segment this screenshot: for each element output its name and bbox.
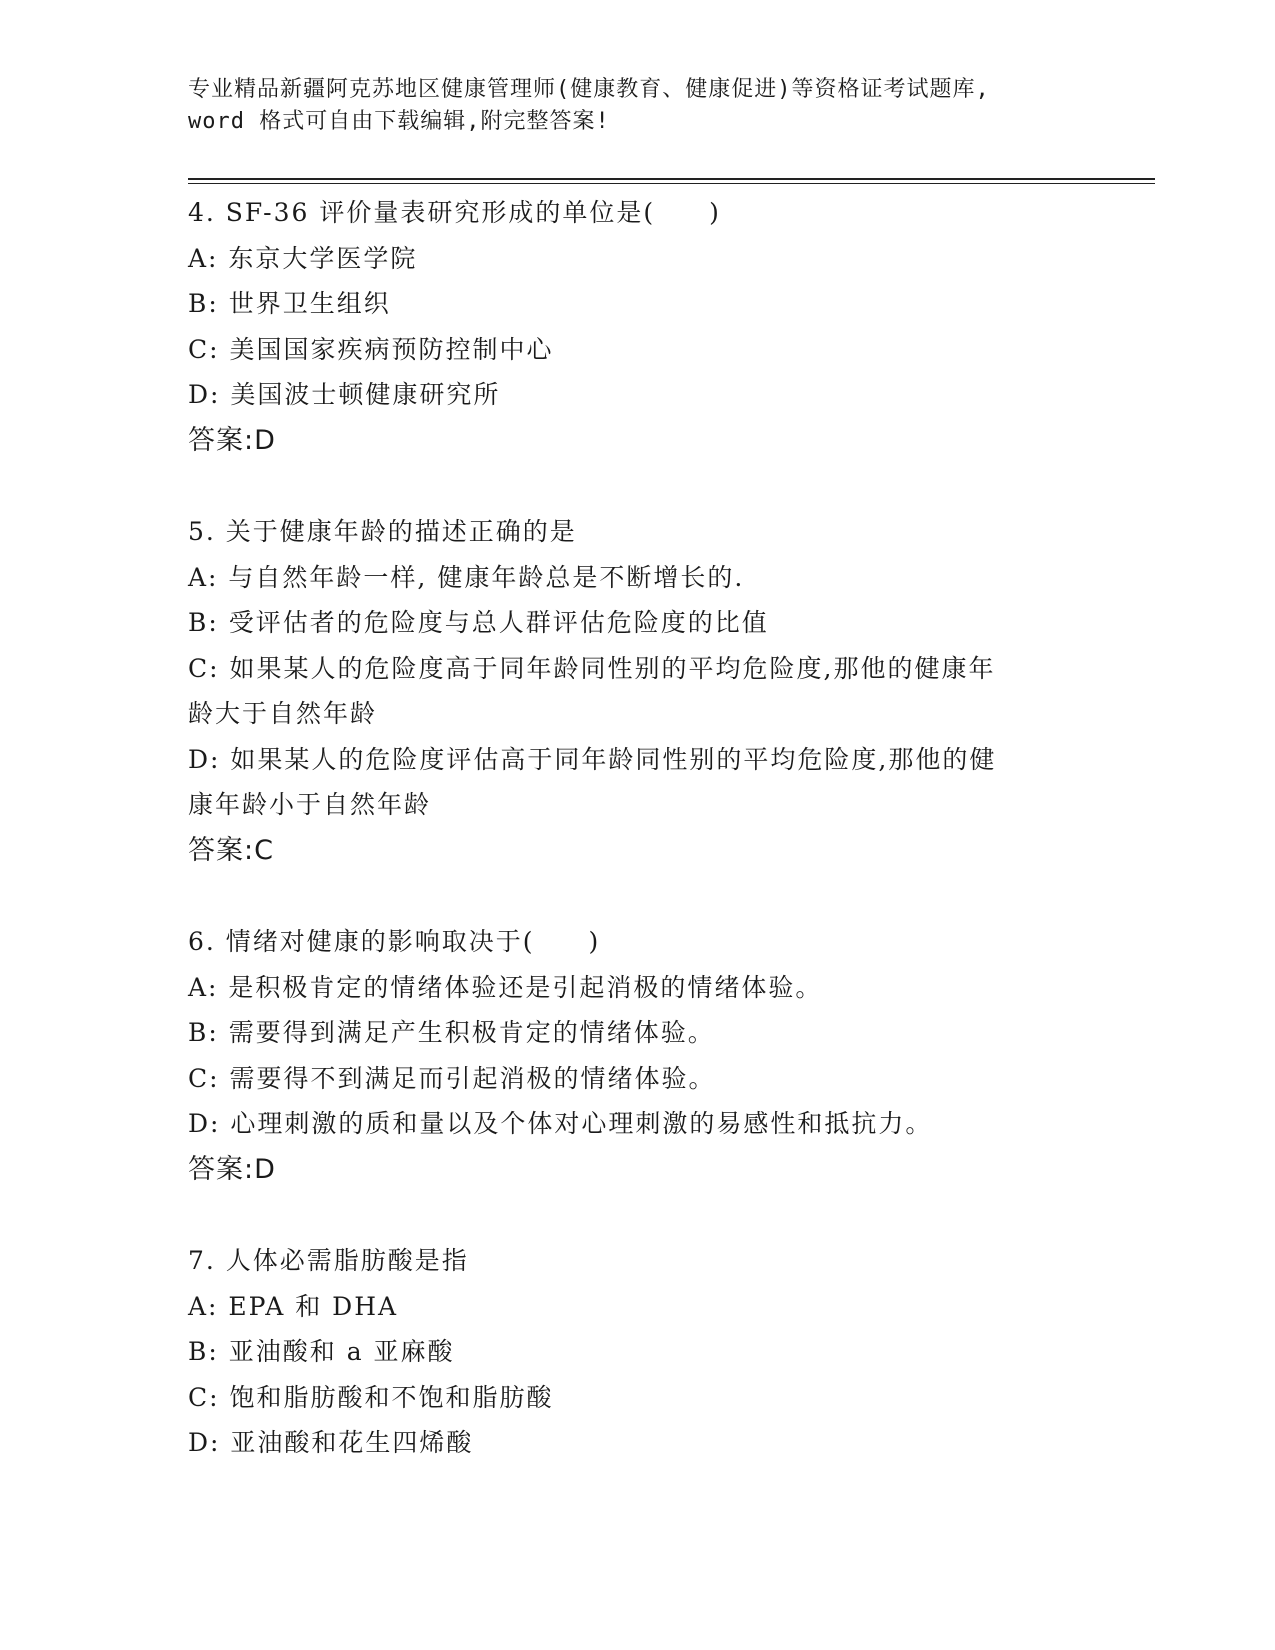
option-b: B: 受评估者的危险度与总人群评估危险度的比值 <box>188 608 769 637</box>
document-header <box>188 74 1068 138</box>
question-4 <box>188 190 1088 463</box>
header-line-2: word 格式可自由下载编辑,附完整答案! <box>188 109 610 134</box>
option-b: B: 亚油酸和 a 亚麻酸 <box>188 1337 455 1366</box>
option-d: D: 心理刺激的质和量以及个体对心理刺激的易感性和抵抗力。 <box>188 1109 933 1138</box>
question-spacer <box>188 873 1088 919</box>
option-d: D: 亚油酸和花生四烯酸 <box>188 1428 474 1457</box>
header-divider-thin <box>188 183 1155 184</box>
option-c: C: 如果某人的危险度高于同年龄同性别的平均危险度,那他的健康年 <box>188 653 996 683</box>
option-a: A: 东京大学医学院 <box>188 243 418 273</box>
option-b: B: 世界卫生组织 <box>188 289 391 318</box>
option-d: D: 如果某人的危险度评估高于同年龄同性别的平均危险度,那他的健 <box>188 744 997 774</box>
answer: 答案:C <box>188 834 274 866</box>
option-b: B: 需要得到满足产生积极肯定的情绪体验。 <box>188 1018 715 1047</box>
option-d-continued: 康年龄小于自然年龄 <box>188 790 432 819</box>
answer: 答案:D <box>188 1153 276 1185</box>
option-c-continued: 龄大于自然年龄 <box>188 699 378 728</box>
question-list <box>188 190 1088 1466</box>
option-a: A: EPA 和 DHA <box>188 1291 399 1321</box>
option-a: A: 是积极肯定的情绪体验还是引起消极的情绪体验。 <box>188 972 823 1002</box>
option-c: C: 需要得不到满足而引起消极的情绪体验。 <box>188 1063 716 1093</box>
header-divider-thick <box>188 178 1155 180</box>
question-spacer <box>188 1192 1088 1238</box>
answer: 答案:D <box>188 424 276 456</box>
question-spacer <box>188 463 1088 509</box>
question-stem: 5. 关于健康年龄的描述正确的是 <box>188 517 577 546</box>
header-line-1: 专业精品新疆阿克苏地区健康管理师(健康教育、健康促进)等资格证考试题库, <box>188 77 990 102</box>
option-c: C: 美国国家疾病预防控制中心 <box>188 334 554 364</box>
question-stem: 6. 情绪对健康的影响取决于( ) <box>188 927 601 956</box>
option-a: A: 与自然年龄一样, 健康年龄总是不断增长的. <box>188 562 745 592</box>
question-stem: 7. 人体必需脂肪酸是指 <box>188 1246 469 1275</box>
option-d: D: 美国波士顿健康研究所 <box>188 380 501 409</box>
question-5 <box>188 509 1088 873</box>
question-6 <box>188 919 1088 1192</box>
question-7 <box>188 1238 1088 1466</box>
option-c: C: 饱和脂肪酸和不饱和脂肪酸 <box>188 1382 554 1412</box>
question-stem: 4. SF-36 评价量表研究形成的单位是( ) <box>188 198 721 227</box>
